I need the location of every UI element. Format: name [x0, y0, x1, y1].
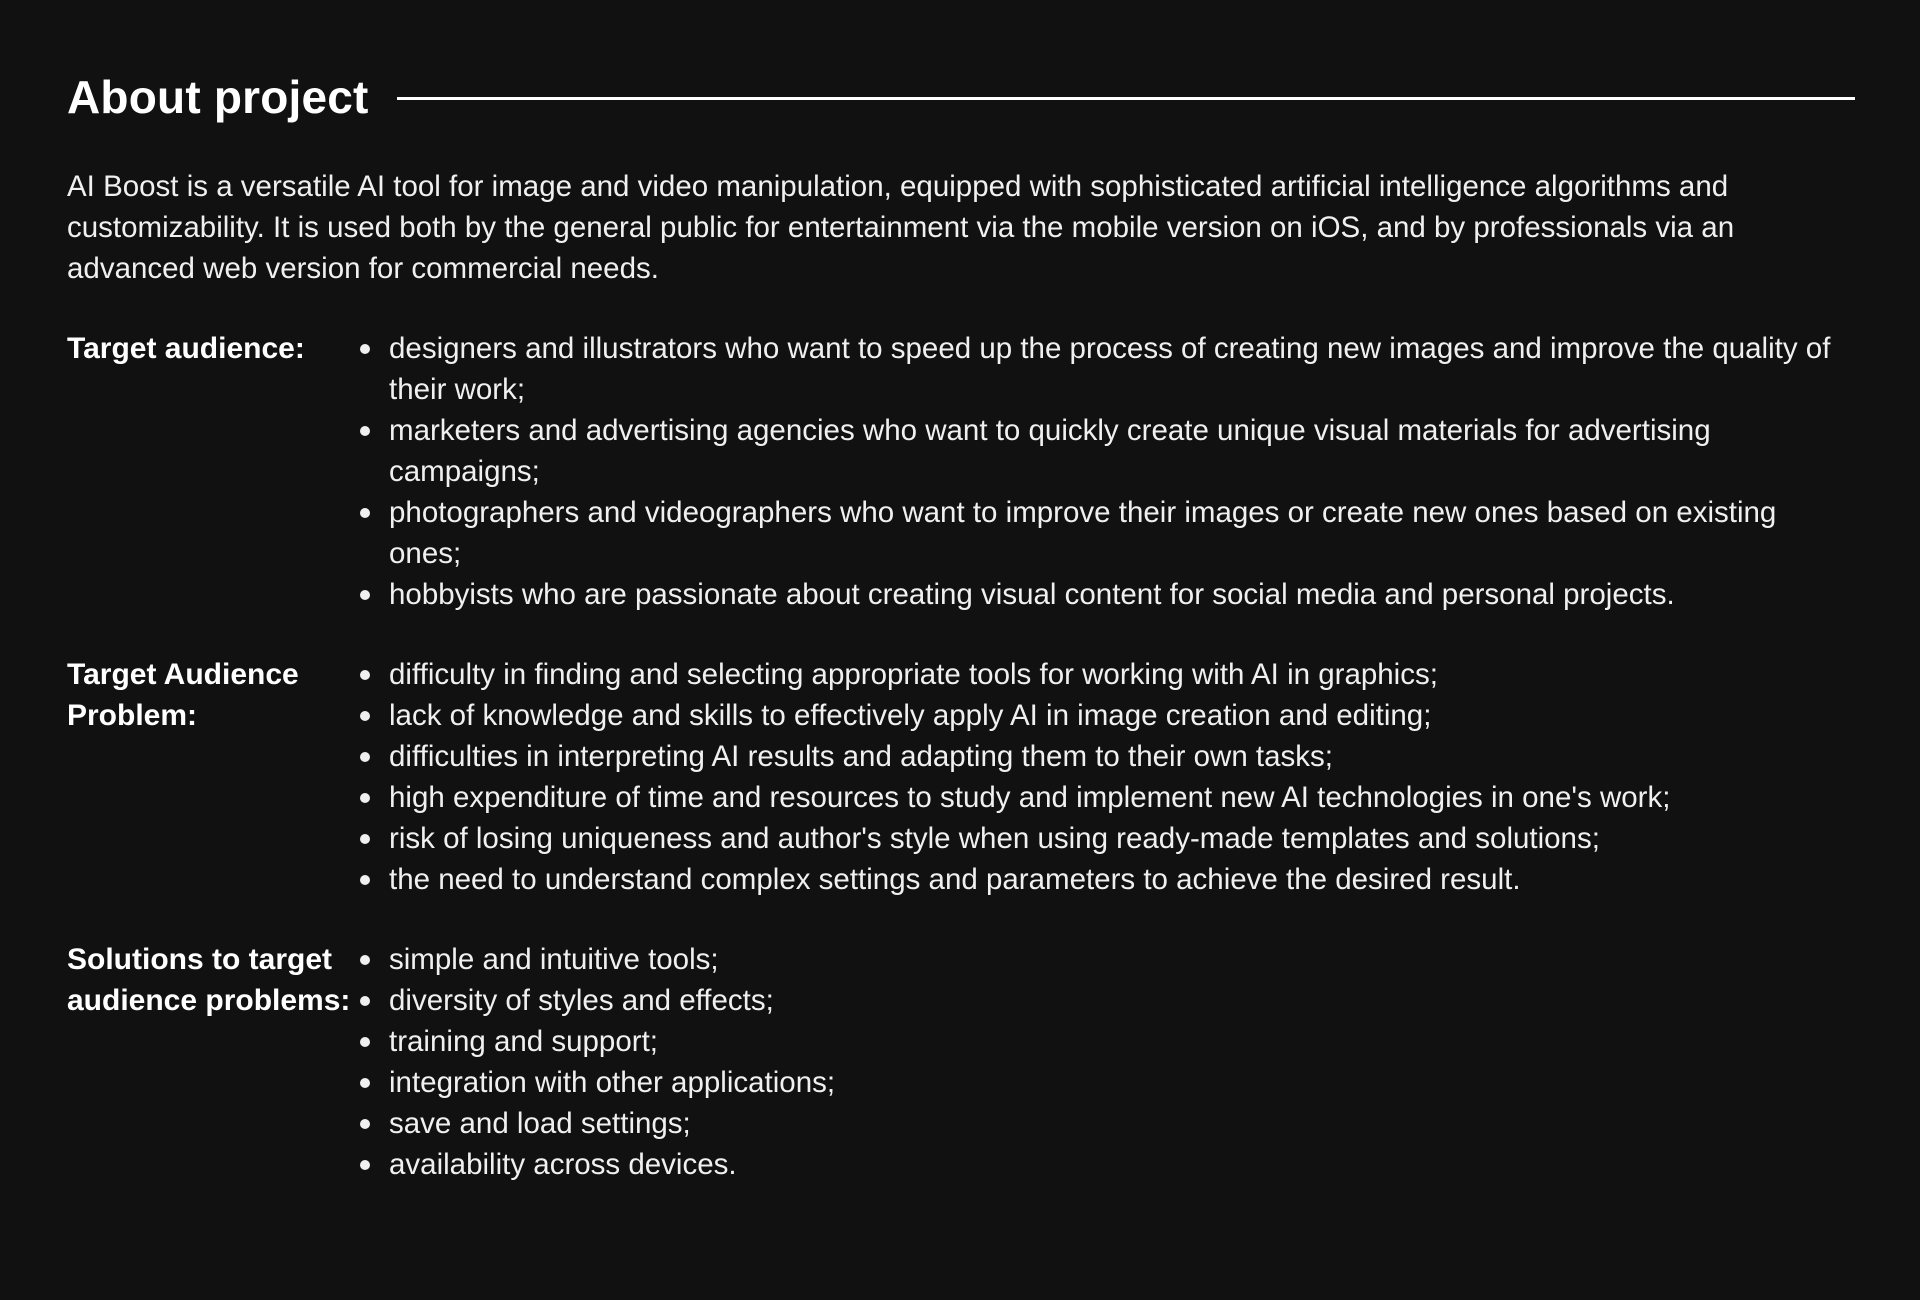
list-item [357, 818, 1847, 859]
list-item-text: hobbyists who are passionate about creating visual content for social media and personal projects. [389, 578, 1675, 611]
bullet-icon [360, 793, 370, 803]
list-item-text: save and load settings; [389, 1107, 691, 1140]
list-item [357, 574, 1847, 615]
list-item [357, 939, 1847, 980]
list-item-text: difficulty in finding and selecting appropriate tools for working with AI in graphics; [389, 658, 1438, 691]
section-target-audience [67, 328, 1855, 615]
bullet-icon [360, 1160, 370, 1170]
section-label: Target audience: [67, 332, 305, 365]
bullet-icon [360, 752, 370, 762]
section-label: Solutions to target audience problems: [67, 943, 351, 1017]
list-item [357, 1144, 1847, 1185]
bullet-icon [360, 834, 370, 844]
list-item [357, 1103, 1847, 1144]
list-item [357, 1062, 1847, 1103]
title-row [67, 66, 1855, 128]
bullet-icon [360, 1119, 370, 1129]
bullet-icon [360, 1078, 370, 1088]
list-item-text: integration with other applications; [389, 1066, 836, 1099]
list-item [357, 859, 1847, 900]
page-title: About project [67, 71, 369, 123]
bullet-icon [360, 955, 370, 965]
section-solutions [67, 939, 1855, 1185]
bullet-list [357, 939, 1847, 1185]
bullet-icon [360, 344, 370, 354]
list-item [357, 695, 1847, 736]
bullet-icon [360, 875, 370, 885]
list-item-text: designers and illustrators who want to speed up the process of creating new images and improve the quality of their work; [389, 332, 1831, 406]
list-item [357, 654, 1847, 695]
list-item [357, 328, 1847, 410]
list-item [357, 1021, 1847, 1062]
about-project-panel [67, 66, 1855, 1185]
bullet-icon [360, 996, 370, 1006]
list-item-text: high expenditure of time and resources to study and implement new AI technologies in one's work; [389, 781, 1671, 814]
list-item-text: risk of losing uniqueness and author's style when using ready-made templates and solutions; [389, 822, 1600, 855]
section-label: Target Audience Problem: [67, 658, 299, 732]
bullet-icon [360, 670, 370, 680]
list-item-text: difficulties in interpreting AI results and adapting them to their own tasks; [389, 740, 1333, 773]
section-audience-problem [67, 654, 1855, 900]
bullet-icon [360, 426, 370, 436]
bullet-icon [360, 1037, 370, 1047]
bullet-icon [360, 508, 370, 518]
intro-paragraph: AI Boost is a versatile AI tool for image and video manipulation, equipped with sophisticated artificial intelligence algorithms and customizability. It is used both by the general public for entertainment via the mobile version on iOS, and by professionals via an advanced web version for commercial needs. [67, 170, 1735, 285]
list-item-text: availability across devices. [389, 1148, 737, 1181]
list-item-text: simple and intuitive tools; [389, 943, 719, 976]
list-item [357, 980, 1847, 1021]
list-item-text: photographers and videographers who want to improve their images or create new ones based on existing ones; [389, 496, 1777, 570]
list-item-text: marketers and advertising agencies who want to quickly create unique visual materials for advertising campaigns; [389, 414, 1711, 488]
bullet-icon [360, 590, 370, 600]
list-item-text: training and support; [389, 1025, 658, 1058]
bullet-icon [360, 711, 370, 721]
list-item-text: the need to understand complex settings and parameters to achieve the desired result. [389, 863, 1521, 896]
list-item [357, 736, 1847, 777]
title-divider [397, 97, 1855, 100]
list-item-text: lack of knowledge and skills to effectively apply AI in image creation and editing; [389, 699, 1432, 732]
list-item [357, 777, 1847, 818]
bullet-list [357, 654, 1847, 900]
list-item [357, 410, 1847, 492]
list-item [357, 492, 1847, 574]
list-item-text: diversity of styles and effects; [389, 984, 774, 1017]
bullet-list [357, 328, 1847, 615]
